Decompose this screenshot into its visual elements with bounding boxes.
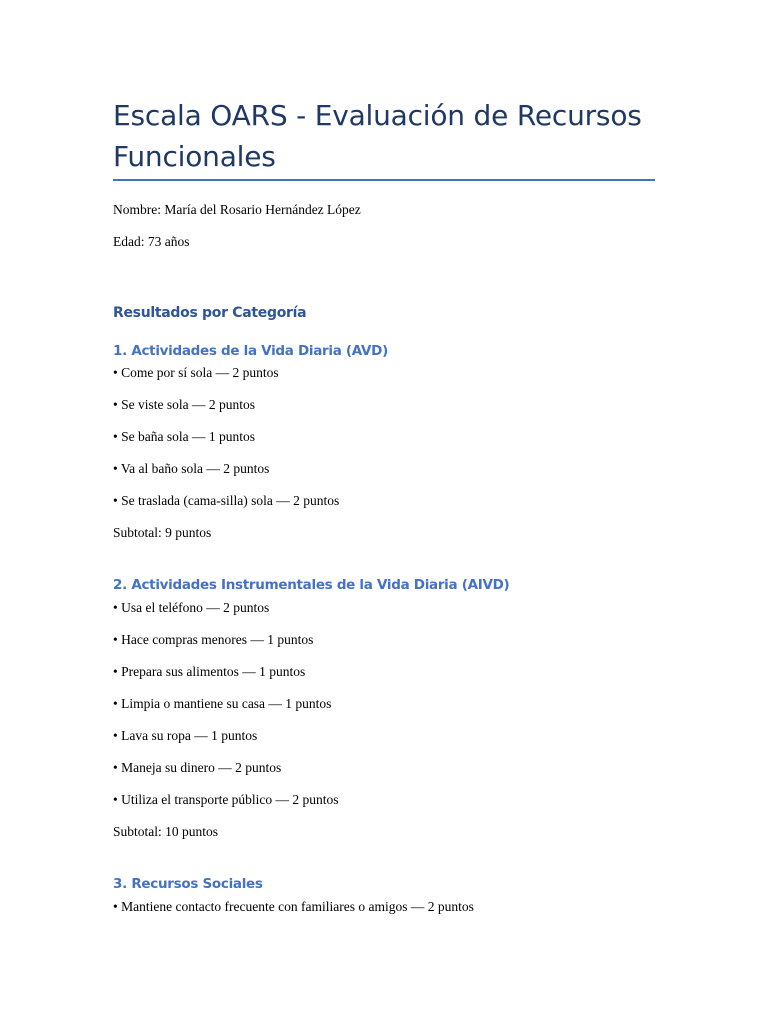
list-item: • Prepara sus alimentos — 1 puntos xyxy=(113,664,306,679)
subtotal-aivd: Subtotal: 10 puntos xyxy=(113,824,219,839)
list-item: • Se traslada (cama-silla) sola — 2 puntos xyxy=(113,493,340,508)
results-heading: Resultados por Categoría xyxy=(113,305,307,321)
section-heading-avd: 1. Actividades de la Vida Diaria (AVD) xyxy=(113,343,388,359)
section-heading-social: 3. Recursos Sociales xyxy=(113,876,263,892)
document-title: Escala OARS - Evaluación de Recursos Funcionales xyxy=(113,99,642,173)
list-item: • Mantiene contacto frecuente con familiares o amigos — 2 puntos xyxy=(113,899,474,914)
list-item: • Come por sí sola — 2 puntos xyxy=(113,365,279,380)
patient-name: Nombre: María del Rosario Hernández López xyxy=(113,202,361,217)
list-item: • Se baña sola — 1 puntos xyxy=(113,429,255,444)
list-item: • Se viste sola — 2 puntos xyxy=(113,397,255,412)
list-item: • Usa el teléfono — 2 puntos xyxy=(113,600,270,615)
title-underline xyxy=(113,179,655,181)
list-item: • Va al baño sola — 2 puntos xyxy=(113,461,270,476)
list-item: • Maneja su dinero — 2 puntos xyxy=(113,760,282,775)
list-item: • Limpia o mantiene su casa — 1 puntos xyxy=(113,696,332,711)
list-item: • Hace compras menores — 1 puntos xyxy=(113,632,314,647)
subtotal-avd: Subtotal: 9 puntos xyxy=(113,525,212,540)
list-item: • Lava su ropa — 1 puntos xyxy=(113,728,258,743)
patient-age: Edad: 73 años xyxy=(113,234,190,249)
list-item: • Utiliza el transporte público — 2 puntos xyxy=(113,792,339,807)
section-heading-aivd: 2. Actividades Instrumentales de la Vida Diaria (AIVD) xyxy=(113,577,510,593)
